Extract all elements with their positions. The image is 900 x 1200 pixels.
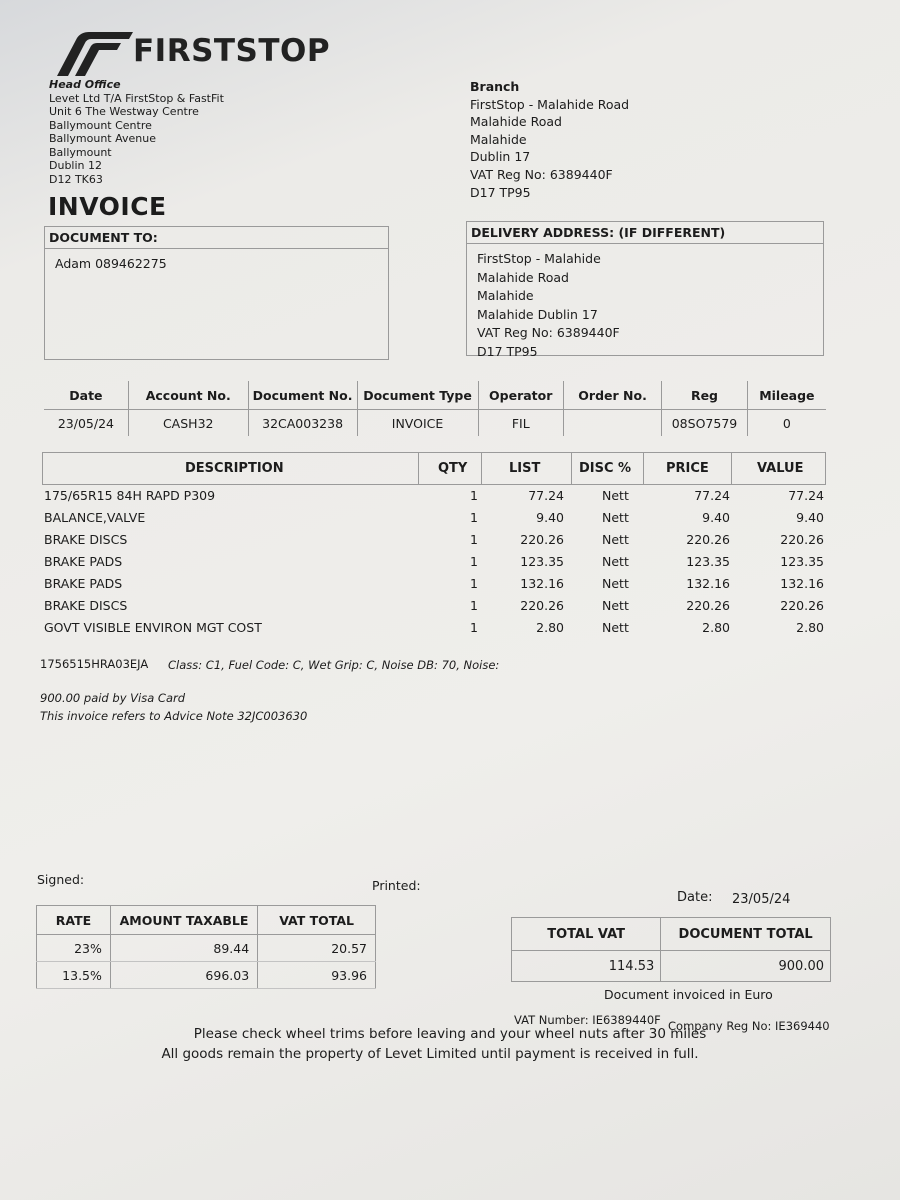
item-list: 9.40 <box>536 510 564 525</box>
item-list: 220.26 <box>520 532 564 547</box>
line-item <box>42 576 832 596</box>
branch-address <box>470 78 629 201</box>
info-document-no: 32CA003238 <box>248 410 357 437</box>
totals-header-vat: TOTAL VAT <box>512 918 661 951</box>
delivery-heading: DELIVERY ADDRESS: (IF DIFFERENT) <box>467 222 823 244</box>
item-disc: Nett <box>602 488 629 503</box>
item-price: 2.80 <box>702 620 730 635</box>
header-disc: DISC % <box>579 461 632 476</box>
tyre-code: 1756515HRA03EJA <box>40 657 149 671</box>
company-reg: Company Reg No: IE369440 <box>668 1019 830 1033</box>
branch-line: Malahide <box>470 131 527 147</box>
document-info-table <box>44 381 826 436</box>
head-office-line: Ballymount Avenue <box>49 132 156 145</box>
item-disc: Nett <box>602 576 629 591</box>
document-total-value: 900.00 <box>778 958 824 974</box>
line-item <box>42 554 832 574</box>
item-list: 77.24 <box>528 488 564 503</box>
vat-rate: 23% <box>37 935 111 962</box>
line-item <box>42 488 832 508</box>
item-description: GOVT VISIBLE ENVIRON MGT COST <box>44 620 262 635</box>
vat-header-amount: AMOUNT TAXABLE <box>110 906 257 935</box>
info-document-type: INVOICE <box>357 410 478 437</box>
vat-header-rate: RATE <box>37 906 111 935</box>
info-date: 23/05/24 <box>44 410 128 437</box>
info-header-reg: Reg <box>662 381 748 410</box>
item-list: 132.16 <box>520 576 564 591</box>
item-price: 132.16 <box>686 576 730 591</box>
info-reg: 08SO7579 <box>662 410 748 437</box>
info-header-operator: Operator <box>478 381 563 410</box>
item-value: 220.26 <box>780 532 824 547</box>
line-item <box>42 510 832 530</box>
header-value: VALUE <box>757 461 804 476</box>
info-header-document-no: Document No. <box>248 381 357 410</box>
item-description: BALANCE,VALVE <box>44 510 146 525</box>
head-office-line: Levet Ltd T/A FirstStop & FastFit <box>49 91 224 105</box>
signed-label: Signed: <box>37 872 85 887</box>
delivery-lines <box>467 244 823 367</box>
item-disc: Nett <box>602 620 629 635</box>
info-header-account: Account No. <box>128 381 248 410</box>
head-office-line: Ballymount <box>49 145 112 159</box>
item-qty: 1 <box>470 510 478 525</box>
info-value-row <box>44 410 826 437</box>
info-header-date: Date <box>44 381 128 410</box>
item-qty: 1 <box>470 554 478 569</box>
item-qty: 1 <box>470 598 478 613</box>
item-qty: 1 <box>470 532 478 547</box>
vat-number: VAT Number: IE6389440F <box>514 1013 661 1027</box>
item-value: 2.80 <box>796 620 824 635</box>
info-order-no <box>563 410 661 437</box>
item-value: 77.24 <box>788 488 824 503</box>
head-office-heading: Head Office <box>49 78 121 91</box>
item-description: BRAKE DISCS <box>44 532 128 547</box>
info-header-document-type: Document Type <box>357 381 478 410</box>
item-value: 123.35 <box>780 554 824 569</box>
totals-header-document: DOCUMENT TOTAL <box>661 918 831 951</box>
totals-table <box>511 917 831 982</box>
totals-value-row <box>512 951 831 982</box>
document-to-heading: DOCUMENT TO: <box>45 227 388 249</box>
branch-line: D17 TP95 <box>470 184 531 200</box>
delivery-line: VAT Reg No: 6389440F <box>477 325 620 340</box>
item-price: 220.26 <box>686 532 730 547</box>
branch-heading: Branch <box>470 79 520 94</box>
header-price: PRICE <box>666 461 709 476</box>
head-office-address <box>49 78 224 186</box>
document-title: INVOICE <box>48 192 167 221</box>
item-value: 220.26 <box>780 598 824 613</box>
item-list: 220.26 <box>520 598 564 613</box>
vat-row <box>37 935 376 962</box>
branch-line: Malahide Road <box>470 114 562 130</box>
item-description: BRAKE DISCS <box>44 598 128 613</box>
item-disc: Nett <box>602 532 629 547</box>
item-description: BRAKE PADS <box>44 576 123 591</box>
info-account: CASH32 <box>128 410 248 437</box>
info-mileage: 0 <box>782 415 791 431</box>
delivery-address-box <box>466 221 824 359</box>
logo-text: FIRSTSTOP <box>133 33 331 69</box>
info-header-mileage: Mileage <box>747 381 826 410</box>
delivery-line: D17 TP95 <box>477 343 538 359</box>
vat-amount: 696.03 <box>110 962 257 989</box>
firststop-logo <box>55 30 345 78</box>
delivery-line: FirstStop - Malahide <box>477 251 601 266</box>
vat-header-total: VAT TOTAL <box>258 906 376 935</box>
item-qty: 1 <box>470 576 478 591</box>
line-item <box>42 620 832 640</box>
tyre-label-info: Class: C1, Fuel Code: C, Wet Grip: C, Noise DB: 70, Noise: <box>168 658 500 672</box>
vat-breakdown-table <box>36 905 376 989</box>
branch-line: VAT Reg No: 6389440F <box>470 166 613 182</box>
currency-note: Document invoiced in Euro <box>604 987 773 1002</box>
vat-rate: 13.5% <box>37 962 111 989</box>
delivery-line: Malahide <box>477 288 534 303</box>
total-vat-value: 114.53 <box>512 951 661 982</box>
item-price: 123.35 <box>686 554 730 569</box>
item-qty: 1 <box>470 620 478 635</box>
item-qty: 1 <box>470 488 478 503</box>
date-value: 23/05/24 <box>732 892 791 907</box>
delivery-line: Malahide Road <box>477 269 569 285</box>
head-office-line: Dublin 12 <box>49 159 103 172</box>
info-operator: FIL <box>478 410 563 437</box>
footer-line-1: Please check wheel trims before leaving and your wheel nuts after 30 miles <box>193 1026 707 1042</box>
branch-line: Dublin 17 <box>470 149 531 165</box>
line-item <box>42 598 832 618</box>
info-header-order-no: Order No. <box>563 381 661 410</box>
item-disc: Nett <box>602 554 629 569</box>
date-label: Date: <box>677 890 713 905</box>
line-item <box>42 532 832 552</box>
delivery-line: Malahide Dublin 17 <box>477 306 598 322</box>
payment-note: 900.00 paid by Visa Card <box>40 691 186 705</box>
items-header <box>42 452 826 485</box>
vat-amount: 89.44 <box>110 935 257 962</box>
item-price: 220.26 <box>686 598 730 613</box>
printed-label: Printed: <box>372 878 421 893</box>
info-header-row <box>44 381 826 410</box>
item-price: 9.40 <box>702 510 730 525</box>
totals-header-row <box>512 918 831 951</box>
branch-line: FirstStop - Malahide Road <box>470 96 630 112</box>
advice-note: This invoice refers to Advice Note 32JC003630 <box>40 709 308 723</box>
document-to-box <box>44 226 389 360</box>
vat-total: 20.57 <box>258 935 376 962</box>
header-list: LIST <box>509 461 541 476</box>
footer-line-2: All goods remain the property of Levet Limited until payment is received in full. <box>161 1046 699 1062</box>
item-list: 123.35 <box>520 554 564 569</box>
item-price: 77.24 <box>694 488 730 503</box>
header-qty: QTY <box>438 461 468 476</box>
head-office-line: Ballymount Centre <box>49 118 152 132</box>
head-office-line: D12 TK63 <box>49 172 103 186</box>
head-office-line: Unit 6 The Westway Centre <box>49 105 199 118</box>
vat-total: 93.96 <box>258 962 376 989</box>
item-value: 132.16 <box>780 576 824 591</box>
document-to-value: Adam 089462275 <box>55 256 167 271</box>
item-value: 9.40 <box>796 510 824 525</box>
vat-row <box>37 962 376 989</box>
item-disc: Nett <box>602 510 629 525</box>
item-disc: Nett <box>602 598 629 613</box>
item-description: BRAKE PADS <box>44 554 123 569</box>
item-list: 2.80 <box>536 620 564 635</box>
item-description: 175/65R15 84H RAPD P309 <box>44 488 216 503</box>
header-description: DESCRIPTION <box>185 461 284 476</box>
vat-header-row <box>37 906 376 935</box>
logo-mark-icon <box>55 30 135 78</box>
